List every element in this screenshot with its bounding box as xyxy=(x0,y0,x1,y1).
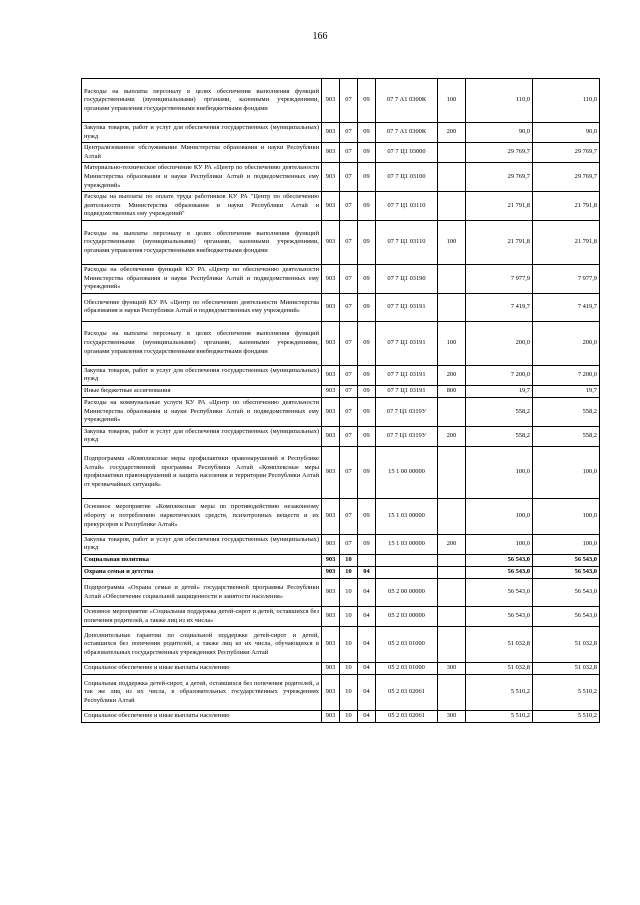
amount-year-1: 51 032,8 xyxy=(466,627,533,663)
amount-year-1: 7 419,7 xyxy=(466,293,533,321)
section-code: 10 xyxy=(340,555,358,567)
subsection-code: 09 xyxy=(358,426,376,446)
target-article-code: 07 7 А1 0300К xyxy=(376,123,438,143)
ved-code: 903 xyxy=(322,192,340,221)
expense-type-code: 800 xyxy=(438,385,466,397)
subsection-code: 04 xyxy=(358,627,376,663)
amount-year-2: 110,0 xyxy=(533,79,600,123)
row-name: Расходы на выплаты персоналу в целях обеспечения выполнения функций государственными (муниципальными) органами, казенными учреждениями, органами управления государственными внебюджетными фондами xyxy=(82,79,322,123)
amount-year-2: 21 791,8 xyxy=(533,220,600,264)
section-code: 07 xyxy=(340,192,358,221)
target-article-code: 05 2 03 01000 xyxy=(376,663,438,675)
row-name: Подпрограмма «Комплексные меры профилактики правонарушений в Республике Алтай» государственной программы Республики Алтай «Комплексные меры профилактики правонарушений и защита населения и территории Республики Алтай от чрезвычайных ситуаций» xyxy=(82,446,322,498)
expense-type-code: 300 xyxy=(438,663,466,675)
subsection-code: 04 xyxy=(358,675,376,711)
row-name: Социальная политика xyxy=(82,555,322,567)
table-row xyxy=(82,498,600,534)
target-article-code: 05 2 03 02061 xyxy=(376,675,438,711)
ved-code: 903 xyxy=(322,627,340,663)
ved-code: 903 xyxy=(322,567,340,579)
section-code: 07 xyxy=(340,498,358,534)
subsection-code: 09 xyxy=(358,293,376,321)
target-article-code: 07 7 Ц1 03110 xyxy=(376,192,438,221)
table-row xyxy=(82,123,600,143)
section-code: 07 xyxy=(340,163,358,192)
ved-code: 903 xyxy=(322,220,340,264)
amount-year-2: 56 543,0 xyxy=(533,567,600,579)
amount-year-2: 100,0 xyxy=(533,534,600,554)
amount-year-2: 7 200,0 xyxy=(533,365,600,385)
amount-year-1: 558,2 xyxy=(466,426,533,446)
subsection-code: 09 xyxy=(358,397,376,426)
section-code: 07 xyxy=(340,446,358,498)
table-row xyxy=(82,426,600,446)
target-article-code: 05 2 03 00000 xyxy=(376,607,438,627)
target-article-code: 07 7 Ц1 03190 xyxy=(376,264,438,293)
expense-type-code xyxy=(438,627,466,663)
amount-year-1: 29 769,7 xyxy=(466,163,533,192)
row-name: Социальное обеспечение и иные выплаты населению xyxy=(82,711,322,723)
target-article-code: 07 7 Ц1 03110 xyxy=(376,220,438,264)
subsection-code: 09 xyxy=(358,123,376,143)
section-code: 07 xyxy=(340,426,358,446)
target-article-code: 07 7 Ц1 03100 xyxy=(376,163,438,192)
row-name: Расходы на коммунальные услуги КУ РА «Центр по обеспечению деятельности Министерства образования и науки Республики Алтай и подведомственных ему учреждений» xyxy=(82,397,322,426)
target-article-code: 07 7 Ц1 03191 xyxy=(376,385,438,397)
subsection-code: 04 xyxy=(358,663,376,675)
row-name: Дополнительные гарантии по социальной поддержке детей-сирот и детей, оставшихся без попечения родителей, а также лиц из их числа, обучающихся в образовательных государственных учреждениях Республики Алтай xyxy=(82,627,322,663)
expense-type-code: 300 xyxy=(438,711,466,723)
section-code: 07 xyxy=(340,397,358,426)
subsection-code: 09 xyxy=(358,192,376,221)
amount-year-1: 21 791,8 xyxy=(466,192,533,221)
table-row xyxy=(82,293,600,321)
section-code: 10 xyxy=(340,607,358,627)
ved-code: 903 xyxy=(322,426,340,446)
row-name: Расходы на выплаты по оплате труда работников КУ РА "Центр по обеспечению деятельности Министерства образования и науки Республики Алтай и подведомственных ему учреждений" xyxy=(82,192,322,221)
row-name: Иные бюджетные ассигнования xyxy=(82,385,322,397)
target-article-code: 05 2 03 01000 xyxy=(376,627,438,663)
amount-year-1: 51 032,8 xyxy=(466,663,533,675)
expense-type-code xyxy=(438,498,466,534)
amount-year-2: 51 032,8 xyxy=(533,663,600,675)
target-article-code xyxy=(376,567,438,579)
subsection-code: 09 xyxy=(358,264,376,293)
subsection-code: 09 xyxy=(358,534,376,554)
target-article-code xyxy=(376,555,438,567)
ved-code: 903 xyxy=(322,293,340,321)
section-code: 07 xyxy=(340,123,358,143)
table-row xyxy=(82,385,600,397)
amount-year-2: 51 032,8 xyxy=(533,627,600,663)
target-article-code: 07 7 А1 0300К xyxy=(376,79,438,123)
target-article-code: 07 7 Ц1 03191 xyxy=(376,365,438,385)
row-name: Охрана семьи и детства xyxy=(82,567,322,579)
row-name: Социальная поддержка детей-сирот, а детей, оставшихся без попечения родителей, а так же лиц из их числа, в образовательных государственных учреждениях Республики Алтай xyxy=(82,675,322,711)
table-row xyxy=(82,192,600,221)
expense-type-code xyxy=(438,143,466,163)
subsection-code: 09 xyxy=(358,79,376,123)
row-name: Закупка товаров, работ и услуг для обеспечения государственных (муниципальных) нужд xyxy=(82,534,322,554)
ved-code: 903 xyxy=(322,534,340,554)
table-row xyxy=(82,711,600,723)
table-row xyxy=(82,627,600,663)
ved-code: 903 xyxy=(322,663,340,675)
ved-code: 903 xyxy=(322,123,340,143)
amount-year-1: 200,0 xyxy=(466,321,533,365)
section-code: 07 xyxy=(340,293,358,321)
target-article-code: 15 1 00 00000 xyxy=(376,446,438,498)
expense-type-code: 200 xyxy=(438,365,466,385)
subsection-code: 09 xyxy=(358,446,376,498)
amount-year-2: 100,0 xyxy=(533,498,600,534)
section-code: 10 xyxy=(340,663,358,675)
row-name: Обеспечение функций КУ РА «Центр по обеспечению деятельности Министерства образования и науки Республики Алтай и подведомственных ему учреждений» xyxy=(82,293,322,321)
amount-year-2: 90,0 xyxy=(533,123,600,143)
table-row xyxy=(82,397,600,426)
table-row xyxy=(82,79,600,123)
expense-type-code: 200 xyxy=(438,426,466,446)
section-code: 07 xyxy=(340,79,358,123)
amount-year-1: 5 510,2 xyxy=(466,675,533,711)
ved-code: 903 xyxy=(322,607,340,627)
amount-year-1: 100,0 xyxy=(466,534,533,554)
section-code: 10 xyxy=(340,579,358,607)
expense-type-code xyxy=(438,579,466,607)
ved-code: 903 xyxy=(322,579,340,607)
subsection-code: 04 xyxy=(358,607,376,627)
expense-type-code xyxy=(438,293,466,321)
amount-year-2: 29 769,7 xyxy=(533,143,600,163)
amount-year-2: 19,7 xyxy=(533,385,600,397)
ved-code: 903 xyxy=(322,163,340,192)
expense-type-code xyxy=(438,163,466,192)
expense-type-code: 100 xyxy=(438,79,466,123)
table-row xyxy=(82,579,600,607)
amount-year-1: 19,7 xyxy=(466,385,533,397)
table-row xyxy=(82,220,600,264)
ved-code: 903 xyxy=(322,79,340,123)
section-code: 10 xyxy=(340,567,358,579)
row-name: Расходы на обеспечение функций КУ РА «Центр по обеспечению деятельности Министерства образования и науки Республики Алтай и подведомственных ему учреждений» xyxy=(82,264,322,293)
expense-type-code: 200 xyxy=(438,123,466,143)
subsection-code: 09 xyxy=(358,220,376,264)
amount-year-2: 7 977,9 xyxy=(533,264,600,293)
amount-year-2: 7 419,7 xyxy=(533,293,600,321)
amount-year-2: 56 543,0 xyxy=(533,555,600,567)
subsection-code: 09 xyxy=(358,163,376,192)
expense-type-code: 100 xyxy=(438,321,466,365)
target-article-code: 07 7 Ц1 0319У xyxy=(376,426,438,446)
amount-year-2: 558,2 xyxy=(533,397,600,426)
expense-type-code: 200 xyxy=(438,534,466,554)
table-row xyxy=(82,567,600,579)
subsection-code: 04 xyxy=(358,579,376,607)
amount-year-2: 5 510,2 xyxy=(533,711,600,723)
amount-year-2: 56 543,0 xyxy=(533,607,600,627)
row-name: Централизованное обслуживание Министерства образования и науки Республики Алтай xyxy=(82,143,322,163)
expense-type-code xyxy=(438,555,466,567)
table-row xyxy=(82,365,600,385)
row-name: Закупка товаров, работ и услуг для обеспечения государственных (муниципальных) нужд xyxy=(82,123,322,143)
amount-year-1: 56 543,0 xyxy=(466,579,533,607)
table-row xyxy=(82,607,600,627)
section-code: 07 xyxy=(340,220,358,264)
amount-year-1: 100,0 xyxy=(466,446,533,498)
section-code: 07 xyxy=(340,365,358,385)
row-name: Закупка товаров, работ и услуг для обеспечения государственных (муниципальных) нужд xyxy=(82,365,322,385)
subsection-code: 09 xyxy=(358,498,376,534)
target-article-code: 07 7 Ц1 03000 xyxy=(376,143,438,163)
amount-year-1: 110,0 xyxy=(466,79,533,123)
expense-type-code xyxy=(438,567,466,579)
amount-year-1: 7 200,0 xyxy=(466,365,533,385)
section-code: 07 xyxy=(340,321,358,365)
amount-year-2: 5 510,2 xyxy=(533,675,600,711)
row-name: Социальное обеспечение и иные выплаты населению xyxy=(82,663,322,675)
expense-type-code xyxy=(438,397,466,426)
amount-year-1: 56 543,0 xyxy=(466,555,533,567)
section-code: 07 xyxy=(340,534,358,554)
ved-code: 903 xyxy=(322,711,340,723)
table-row xyxy=(82,534,600,554)
ved-code: 903 xyxy=(322,365,340,385)
target-article-code: 07 7 Ц1 0319У xyxy=(376,397,438,426)
table-row xyxy=(82,163,600,192)
table-row xyxy=(82,663,600,675)
amount-year-1: 90,0 xyxy=(466,123,533,143)
amount-year-2: 558,2 xyxy=(533,426,600,446)
amount-year-2: 21 791,8 xyxy=(533,192,600,221)
row-name: Основное мероприятие «Социальная поддержка детей-сирот и детей, оставшихся без попечения родителей, а также лиц из их числа» xyxy=(82,607,322,627)
subsection-code: 09 xyxy=(358,143,376,163)
amount-year-1: 56 543,0 xyxy=(466,567,533,579)
row-name: Расходы на выплаты персоналу в целях обеспечения выполнения функций государственными (муниципальными) органами, казенными учреждениями, органами управления государственными внебюджетными фондами xyxy=(82,220,322,264)
subsection-code: 09 xyxy=(358,385,376,397)
amount-year-1: 558,2 xyxy=(466,397,533,426)
expense-type-code: 100 xyxy=(438,220,466,264)
expense-type-code xyxy=(438,675,466,711)
section-code: 10 xyxy=(340,627,358,663)
ved-code: 903 xyxy=(322,385,340,397)
section-code: 10 xyxy=(340,711,358,723)
amount-year-2: 200,0 xyxy=(533,321,600,365)
target-article-code: 15 1 03 00000 xyxy=(376,498,438,534)
subsection-code: 09 xyxy=(358,321,376,365)
row-name: Материально-техническое обеспечение КУ РА «Центр по обеспечению деятельности Министерства образования и науки Республики Алтай и подведомственных ему учреждений» xyxy=(82,163,322,192)
subsection-code: 04 xyxy=(358,711,376,723)
expense-type-code xyxy=(438,264,466,293)
ved-code: 903 xyxy=(322,397,340,426)
table-row xyxy=(82,555,600,567)
section-code: 07 xyxy=(340,264,358,293)
amount-year-2: 56 543,0 xyxy=(533,579,600,607)
ved-code: 903 xyxy=(322,143,340,163)
target-article-code: 05 2 03 02061 xyxy=(376,711,438,723)
expense-type-code xyxy=(438,446,466,498)
row-name: Подпрограмма «Охрана семьи и детей» государственной программы Республики Алтай «Обеспечение социальной защищенности и занятости населения» xyxy=(82,579,322,607)
page-number: 166 xyxy=(312,31,328,42)
ved-code: 903 xyxy=(322,321,340,365)
section-code: 07 xyxy=(340,143,358,163)
amount-year-1: 56 543,0 xyxy=(466,607,533,627)
amount-year-2: 100,0 xyxy=(533,446,600,498)
ved-code: 903 xyxy=(322,446,340,498)
table-row xyxy=(82,264,600,293)
amount-year-1: 21 791,8 xyxy=(466,220,533,264)
subsection-code: 09 xyxy=(358,365,376,385)
section-code: 07 xyxy=(340,385,358,397)
amount-year-1: 7 977,9 xyxy=(466,264,533,293)
amount-year-1: 100,0 xyxy=(466,498,533,534)
table-row xyxy=(82,446,600,498)
row-name: Основное мероприятие «Комплексные меры по противодействию незаконному обороту и потреблению наркотических средств, психотропных веществ и их прекурсоров в Республике Алтай» xyxy=(82,498,322,534)
ved-code: 903 xyxy=(322,675,340,711)
ved-code: 903 xyxy=(322,264,340,293)
table-row xyxy=(82,143,600,163)
target-article-code: 07 7 Ц1 03191 xyxy=(376,293,438,321)
expense-type-code xyxy=(438,192,466,221)
amount-year-1: 5 510,2 xyxy=(466,711,533,723)
row-name: Расходы на выплаты персоналу в целях обеспечения выполнения функций государственными (муниципальными) органами, казенными учреждениями, органами управления государственными внебюджетными фондами xyxy=(82,321,322,365)
target-article-code: 05 2 00 00000 xyxy=(376,579,438,607)
subsection-code xyxy=(358,555,376,567)
amount-year-2: 29 769,7 xyxy=(533,163,600,192)
budget-table xyxy=(81,78,600,723)
ved-code: 903 xyxy=(322,555,340,567)
ved-code: 903 xyxy=(322,498,340,534)
amount-year-1: 29 769,7 xyxy=(466,143,533,163)
target-article-code: 07 7 Ц1 03191 xyxy=(376,321,438,365)
subsection-code: 04 xyxy=(358,567,376,579)
section-code: 10 xyxy=(340,675,358,711)
row-name: Закупка товаров, работ и услуг для обеспечения государственных (муниципальных) нужд xyxy=(82,426,322,446)
target-article-code: 15 1 03 00000 xyxy=(376,534,438,554)
expense-type-code xyxy=(438,607,466,627)
table-row xyxy=(82,675,600,711)
table-row xyxy=(82,321,600,365)
